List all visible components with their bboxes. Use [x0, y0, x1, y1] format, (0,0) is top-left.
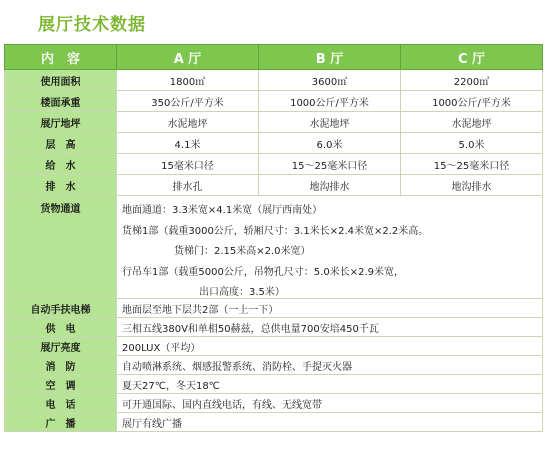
- row-label: 使用面积: [5, 70, 117, 91]
- row-value: 200LUX（平均）: [117, 337, 543, 356]
- cell-hall-c: 地沟排水: [401, 175, 543, 196]
- row-value: 可开通国际、国内直线电话，有线、无线宽带: [117, 394, 543, 413]
- goods-line: 出口高度：3.5米）: [199, 287, 285, 298]
- cell-hall-a: 1800㎡: [117, 70, 259, 91]
- table-row: [5, 154, 543, 175]
- cell-hall-c: 1000公斤/平方米: [401, 91, 543, 112]
- row-value: 三相五线380V和单相50赫兹，总供电量700安培450千瓦: [117, 318, 543, 337]
- goods-line: 地面通道：3.3米宽×4.1米宽（展厅西南处）: [122, 205, 323, 216]
- table-row: [5, 133, 543, 154]
- row-label: 排 水: [5, 175, 117, 196]
- cell-hall-a: 350公斤/平方米: [117, 91, 259, 112]
- row-label: 给 水: [5, 154, 117, 175]
- row-label: 供 电: [5, 318, 117, 337]
- cell-hall-b: 地沟排水: [259, 175, 401, 196]
- row-label: 展厅地坪: [5, 112, 117, 133]
- table-row: [5, 413, 543, 432]
- cell-hall-a: 排水孔: [117, 175, 259, 196]
- table-row: [5, 394, 543, 413]
- table-row: [5, 337, 543, 356]
- row-label: 展厅亮度: [5, 337, 117, 356]
- cell-hall-a: 15毫米口径: [117, 154, 259, 175]
- row-label: 消 防: [5, 356, 117, 375]
- table-row: [5, 175, 543, 196]
- row-label: 空 调: [5, 375, 117, 394]
- cell-hall-c: 2200㎡: [401, 70, 543, 91]
- row-label: 层 高: [5, 133, 117, 154]
- header-hall-b: B 厅: [259, 45, 401, 70]
- cell-hall-a: 水泥地坪: [117, 112, 259, 133]
- table-row: [5, 91, 543, 112]
- goods-channel-row: [5, 196, 543, 299]
- table-row: [5, 318, 543, 337]
- header-hall-c: C 厅: [401, 45, 543, 70]
- cell-hall-c: 5.0米: [401, 133, 543, 154]
- table-row: [5, 375, 543, 394]
- goods-line: 货梯1部（载重3000公斤，轿厢尺寸：3.1米长×2.4米宽×2.2米高。: [122, 226, 429, 237]
- goods-line: 货梯门：2.15米高×2.0米宽）: [174, 246, 311, 257]
- row-value: 夏天27℃，冬天18℃: [117, 375, 543, 394]
- row-label: 电 话: [5, 394, 117, 413]
- table-row: [5, 356, 543, 375]
- cell-hall-b: 水泥地坪: [259, 112, 401, 133]
- row-value: 地面层至地下层共2部（一上一下）: [117, 299, 543, 318]
- cell-hall-c: 水泥地坪: [401, 112, 543, 133]
- cell-hall-b: 15～25毫米口径: [259, 154, 401, 175]
- row-value: 自动喷淋系统、烟感报警系统、消防栓、手提灭火器: [117, 356, 543, 375]
- cell-hall-b: 1000公斤/平方米: [259, 91, 401, 112]
- header-hall-a: A 厅: [117, 45, 259, 70]
- page-title: 展厅技术数据: [38, 15, 146, 35]
- goods-line: 行吊车1部（载重5000公斤，吊物孔尺寸：5.0米长×2.9米宽，: [122, 267, 404, 278]
- tech-data-table: [4, 44, 543, 432]
- cell-hall-b: 6.0米: [259, 133, 401, 154]
- table-row: [5, 112, 543, 133]
- header-content: 内 容: [5, 45, 117, 70]
- row-label: 货物通道: [5, 196, 117, 299]
- cell-hall-b: 3600㎡: [259, 70, 401, 91]
- row-value: 展厅有线广播: [117, 413, 543, 432]
- cell-hall-c: 15～25毫米口径: [401, 154, 543, 175]
- row-label: 广 播: [5, 413, 117, 432]
- table-header-row: [5, 45, 543, 70]
- table-row: [5, 299, 543, 318]
- row-label: 自动手扶电梯: [5, 299, 117, 318]
- row-label: 楼面承重: [5, 91, 117, 112]
- cell-hall-a: 4.1米: [117, 133, 259, 154]
- table-row: [5, 70, 543, 91]
- goods-channel-detail: [117, 196, 543, 299]
